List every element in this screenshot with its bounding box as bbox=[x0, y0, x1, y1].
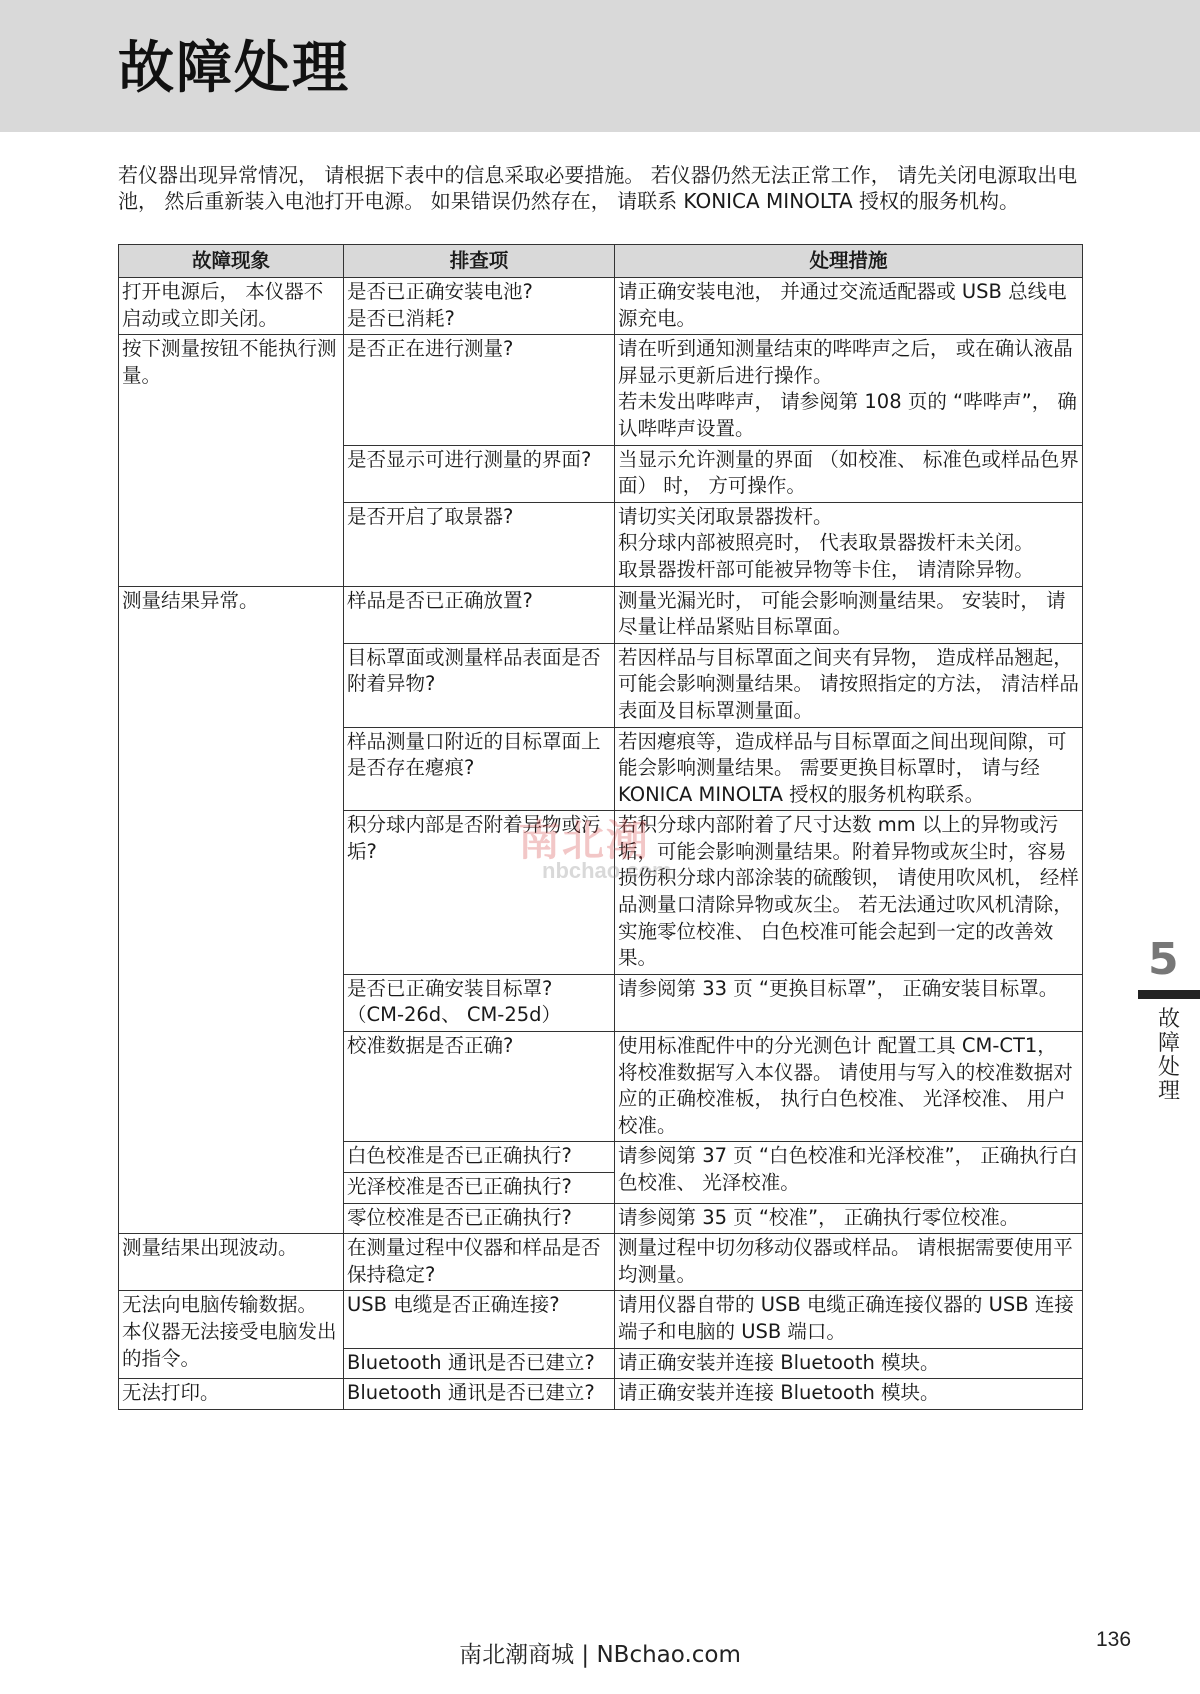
check-cell: Bluetooth 通讯是否已建立? bbox=[344, 1379, 615, 1410]
page-title: 故障处理 bbox=[118, 36, 350, 101]
check-cell: 样品是否已正确放置? bbox=[344, 586, 615, 643]
watermark-cn: 南北潮 bbox=[518, 816, 651, 865]
action-cell: 请正确安装并连接 Bluetooth 模块。 bbox=[615, 1348, 1083, 1379]
check-cell: 校准数据是否正确? bbox=[344, 1032, 615, 1142]
check-cell: 光泽校准是否已正确执行? bbox=[344, 1173, 615, 1204]
action-cell bbox=[615, 335, 1083, 445]
symptom-cell: 按下测量按钮不能执行测量。 bbox=[119, 335, 344, 586]
cell-line: 无法向电脑传输数据。 bbox=[122, 1293, 318, 1317]
action-cell: 使用标准配件中的分光测色计 配置工具 CM-CT1， 将校准数据写入本仪器。 请使用与写入的校准数据对应的正确校准板， 执行白色校准、 光泽校准、 用户校准。 bbox=[615, 1032, 1083, 1142]
check-cell bbox=[344, 278, 615, 335]
table-body bbox=[119, 278, 1083, 1410]
check-cell: Bluetooth 通讯是否已建立? bbox=[344, 1348, 615, 1379]
chapter-number: 5 bbox=[1148, 934, 1179, 985]
table-header-row bbox=[119, 245, 1083, 278]
table-row bbox=[119, 278, 1083, 335]
symptom-cell: 测量结果异常。 bbox=[119, 586, 344, 1234]
action-cell: 请参阅第 33 页 “更换目标罩”， 正确安装目标罩。 bbox=[615, 974, 1083, 1031]
cell-line: 积分球内部被照亮时， 代表取景器拨杆未关闭。 bbox=[618, 531, 1034, 555]
footer-site: 南北潮商城 | NBchao.com bbox=[459, 1642, 741, 1668]
column-header-action: 处理措施 bbox=[615, 245, 1083, 278]
check-cell: 零位校准是否已正确执行? bbox=[344, 1203, 615, 1234]
symptom-cell: 无法打印。 bbox=[119, 1379, 344, 1410]
table-row bbox=[119, 335, 1083, 445]
check-cell: 积分球内部是否附着异物或污垢? bbox=[344, 811, 615, 975]
check-cell: 是否已正确安装目标罩? （CM-26d、 CM-25d） bbox=[344, 974, 615, 1031]
cell-line: 是否已正确安装电池? bbox=[347, 280, 533, 303]
table-row bbox=[119, 1234, 1083, 1291]
cell-line: 若未发出哔哔声， 请参阅第 108 页的 “哔哔声”， 确认哔哔声设置。 bbox=[618, 390, 1077, 440]
column-header-symptom: 故障现象 bbox=[119, 245, 344, 278]
check-cell: 样品测量口附近的目标罩面上是否存在瘪痕? bbox=[344, 727, 615, 811]
action-cell bbox=[615, 502, 1083, 586]
check-cell: 是否显示可进行测量的界面? bbox=[344, 445, 615, 502]
cell-line: 请在听到通知测量结束的哔哔声之后， 或在确认液晶屏显示更新后进行操作。 bbox=[618, 337, 1073, 387]
intro-paragraph: 若仪器出现异常情况， 请根据下表中的信息采取必要措施。 若仪器仍然无法正常工作， 请先关闭电源取出电池， 然后重新装入电池打开电源。 如果错误仍然存在， 请联系 KONICA MINOLTA 授权的服务机构。 bbox=[118, 163, 1078, 213]
check-cell: 是否正在进行测量? bbox=[344, 335, 615, 445]
cell-line: 请切实关闭取景器拨杆。 bbox=[618, 504, 833, 528]
action-cell: 请正确安装电池， 并通过交流适配器或 USB 总线电源充电。 bbox=[615, 278, 1083, 335]
page-number: 136 bbox=[1096, 1628, 1132, 1651]
action-cell: 测量过程中切勿移动仪器或样品。 请根据需要使用平均测量。 bbox=[615, 1234, 1083, 1291]
chapter-label: 故障处理 bbox=[1158, 1007, 1181, 1104]
action-cell: 若因样品与目标罩面之间夹有异物， 造成样品翘起， 可能会影响测量结果。 请按照指定的方法， 清洁样品表面及目标罩测量面。 bbox=[615, 643, 1083, 727]
chapter-bar bbox=[1138, 990, 1200, 999]
cell-line: 本仪器无法接受电脑发出的指令。 bbox=[122, 1319, 337, 1370]
check-cell: 是否开启了取景器? bbox=[344, 502, 615, 586]
action-cell: 请用仪器自带的 USB 电缆正确连接仪器的 USB 连接端子和电脑的 USB 端口。 bbox=[615, 1291, 1083, 1348]
symptom-cell bbox=[119, 1291, 344, 1379]
action-cell: 若积分球内部附着了尺寸达数 mm 以上的异物或污垢，可能会影响测量结果。附着异物或灰尘时，容易损伤积分球内部涂装的硫酸钡， 请使用吹风机， 经样品测量口清除异物或灰尘。 若无法通过吹风机清除， 实施零位校准、 白色校准可能会起到一定的改善效果。 bbox=[615, 811, 1083, 975]
check-cell: 白色校准是否已正确执行? bbox=[344, 1142, 615, 1173]
symptom-cell: 打开电源后， 本仪器不启动或立即关闭。 bbox=[119, 278, 344, 335]
action-cell: 请参阅第 35 页 “校准”， 正确执行零位校准。 bbox=[615, 1203, 1083, 1234]
table-row bbox=[119, 586, 1083, 643]
column-header-check: 排查项 bbox=[344, 245, 615, 278]
check-cell: 在测量过程中仪器和样品是否保持稳定? bbox=[344, 1234, 615, 1291]
check-cell: 目标罩面或测量样品表面是否附着异物? bbox=[344, 643, 615, 727]
action-cell: 请参阅第 37 页 “白色校准和光泽校准”， 正确执行白色校准、 光泽校准。 bbox=[615, 1142, 1083, 1203]
troubleshooting-table bbox=[118, 244, 1083, 1410]
action-cell: 若因瘪痕等，造成样品与目标罩面之间出现间隙，可能会影响测量结果。 需要更换目标罩时， 请与经 KONICA MINOLTA 授权的服务机构联系。 bbox=[615, 727, 1083, 811]
watermark-en: nbchao.com bbox=[542, 858, 672, 883]
action-cell: 测量光漏光时， 可能会影响测量结果。 安装时， 请尽量让样品紧贴目标罩面。 bbox=[615, 586, 1083, 643]
table-row bbox=[119, 1291, 1083, 1348]
check-cell: USB 电缆是否正确连接? bbox=[344, 1291, 615, 1348]
cell-line: 是否已消耗? bbox=[347, 306, 455, 330]
action-cell: 当显示允许测量的界面 （如校准、 标准色或样品色界面） 时， 方可操作。 bbox=[615, 445, 1083, 502]
table-row bbox=[119, 1379, 1083, 1410]
action-cell: 请正确安装并连接 Bluetooth 模块。 bbox=[615, 1379, 1083, 1410]
symptom-cell: 测量结果出现波动。 bbox=[119, 1234, 344, 1291]
cell-line: 取景器拨杆部可能被异物等卡住， 请清除异物。 bbox=[618, 557, 1034, 581]
